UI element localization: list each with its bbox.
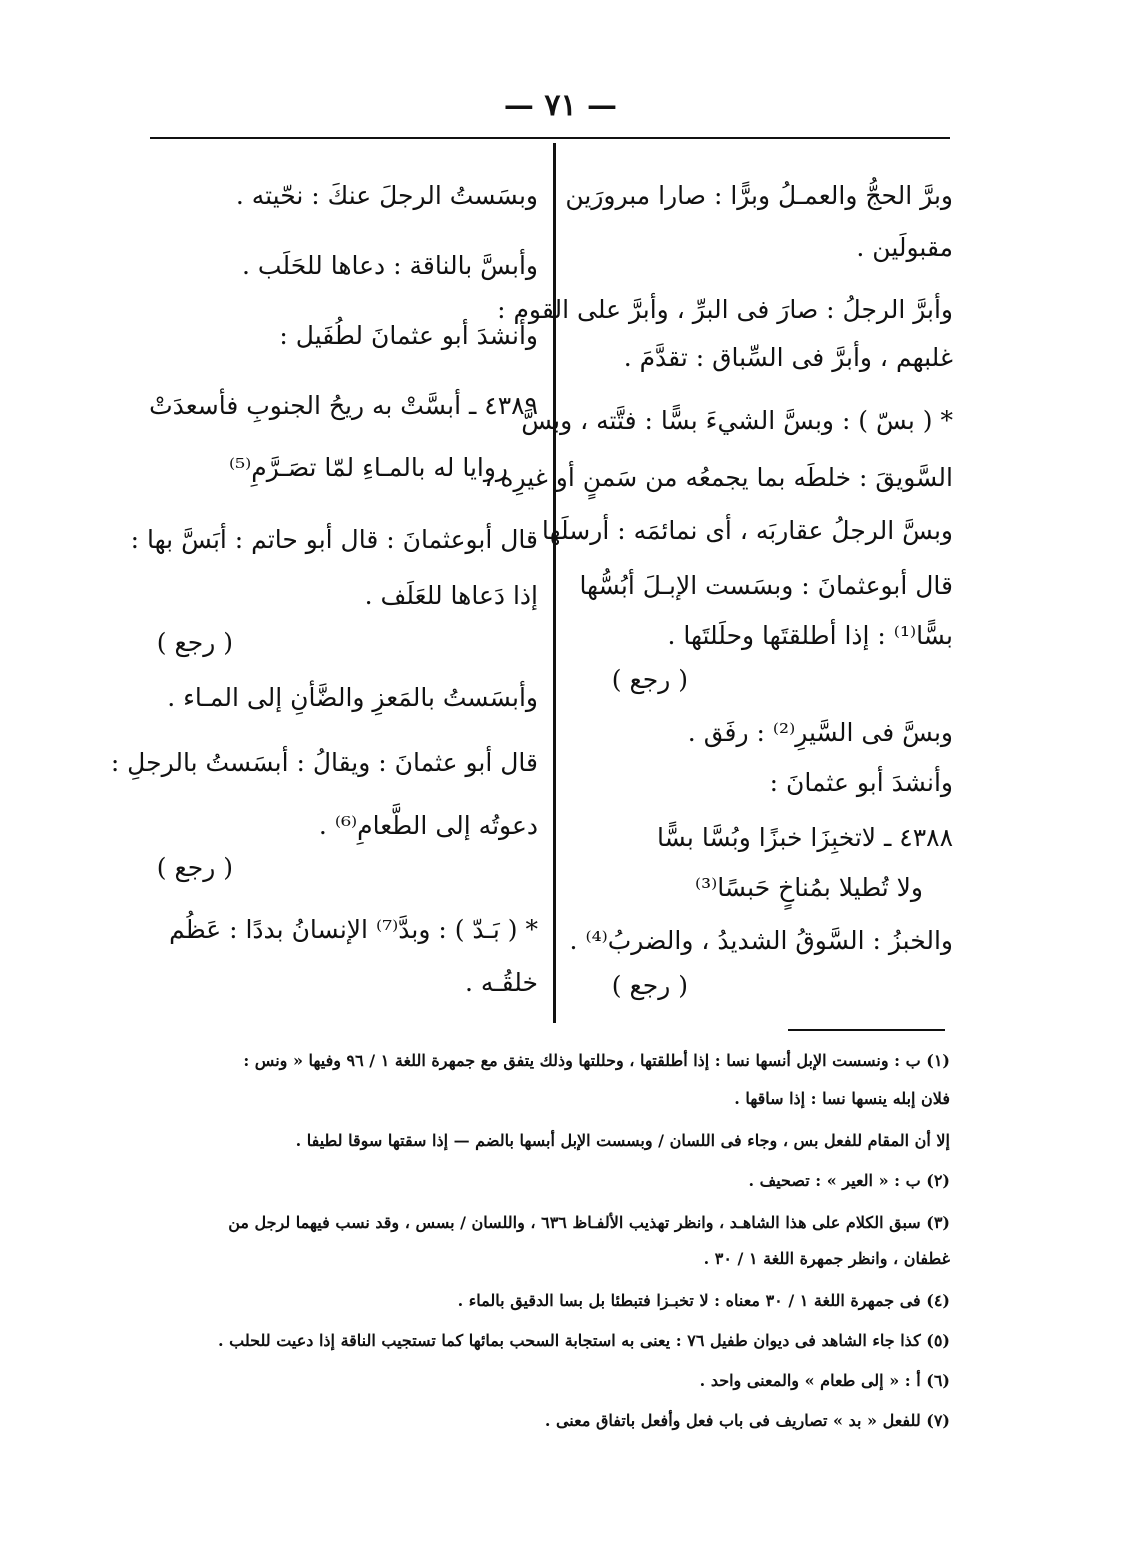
verse-line: روايا له بالمـاءِ لمّا تصَـرَّمِ⁽⁵⁾ [228, 453, 508, 482]
text-line: خلقُـه . [465, 968, 538, 997]
text-line: السَّويقَ : خلطَه بما يجمعُه من سَمنٍ أو غيرِه ، [484, 463, 953, 492]
text-line: وأنشدَ أبو عثمانَ لطُفَيل : [279, 321, 538, 350]
text-line: وبسَستُ الرجلَ عنكَ : نحّيته . [235, 181, 538, 210]
text-line: إذا دَعاها للعَلَف . [364, 581, 538, 610]
text-line: قال أبوعثمانَ : وبسَست الإبـلَ أبُسُّها [579, 571, 953, 600]
footnote-line: غطفان ، وانظر جمهرة اللغة ١ / ٣٠ . [703, 1249, 950, 1268]
rajaa-marker: ( رجع ) [611, 971, 688, 1000]
text-line: بسًّا⁽¹⁾ : إذا أطلقتَها وحلَلتَها . [667, 621, 953, 650]
text-line: وأبرَّ الرجلُ : صارَ فى البرِّ ، وأبرَّ على القوم : [497, 295, 953, 324]
verse-line: ٤٣٨٩ ـ أبسَّتْ به ريحُ الجنوبِ فأسعدَتْ [149, 391, 538, 420]
rajaa-marker: ( رجع ) [156, 628, 233, 657]
footnote-line: إلا أن المقام للفعل بس ، وجاء فى اللسان / وبسست الإبل أبسها بالضم — إذا سقتها سوقا لطيفا . [295, 1131, 950, 1150]
text-line: وأبسَّ بالناقة : دعاها للحَلَب . [242, 251, 538, 280]
text-line: مقبولَين . [856, 233, 953, 262]
text-line: والخبزُ : السَّوقُ الشديدُ ، والضربُ⁽⁴⁾ . [569, 926, 953, 955]
column-divider [553, 143, 556, 1023]
footnote-line: (١) ب : ونسست الإبل أنسها نسا : إذا أطلقتها ، وحللتها وذلك يتفق مع جمهرة اللغة ١ / ٩٦ وفيها « ونس : [243, 1051, 950, 1070]
text-line: قال أبو عثمانَ : ويقالُ : أبسَستُ بالرجلِ : [110, 748, 538, 777]
entry-heading: * ( بَـدّ ) : وبدَّ⁽⁷⁾ الإنسانُ بددًا : عَظُم [169, 915, 538, 944]
footnote-line: (٢) ب : « العير » : تصحيف . [748, 1171, 950, 1190]
text-line: غلبهم ، وأبرَّ فى السِّباق : تقدَّمَ . [623, 343, 953, 372]
text-line: وبرَّ الحجُّ والعمـلُ وبرًّا : صارا مبرورَين [565, 181, 953, 210]
text-line: وبسَّ فى السَّيرِ⁽²⁾ : رفَق . [687, 718, 953, 747]
footnote-line: (٣) سبق الكلام على هذا الشاهـد ، وانظر تهذيب الألفـاظ ٦٣٦ ، واللسان / بسس ، وقد نسب فيهما لرجل من [228, 1213, 950, 1232]
text-line: وبسَّ الرجلُ عقاربَه ، أى نمائمَه : أرسلَها . [525, 516, 953, 545]
footnote-line: (٧) للفعل « بد » تصاريف فى باب فعل وأفعل باتفاق معنى . [544, 1411, 950, 1430]
footnote-line: فلان إبله ينسها نسا : إذا ساقها . [734, 1089, 950, 1108]
text-line: قال أبوعثمانَ : قال أبو حاتم : أبَسَّ بها : [130, 525, 538, 554]
footnote-line: (٦) أ : « إلى طعام » والمعنى واحد . [699, 1371, 950, 1390]
rajaa-marker: ( رجع ) [611, 665, 688, 694]
verse-line: ٤٣٨٨ ـ لاتخبِزَا خبزًا وبُسَّا بسًّا [657, 823, 953, 852]
rajaa-marker: ( رجع ) [156, 853, 233, 882]
text-line: وأنشدَ أبو عثمانَ : [769, 768, 953, 797]
text-line: دعوتُه إلى الطَّعامِ⁽⁶⁾ . [318, 811, 538, 840]
entry-heading: * ( بسّ ) : وبسَّ الشيءَ بسًّا : فتَّته ، وبسَّ [521, 406, 953, 435]
footnote-rule [788, 1029, 945, 1031]
footnote-line: (٤) فى جمهرة اللغة ١ / ٣٠ معناه : لا تخبـزا فتبطئا بل بسا الدقيق بالماء . [457, 1291, 950, 1310]
header-rule [150, 137, 950, 139]
page-number: — ٧١ — [503, 88, 618, 123]
text-line: وأبسَستُ بالمَعزِ والضَّأنِ إلى المـاء . [167, 683, 538, 712]
verse-line: ولا تُطيلا بمُناخٍ حَبسًا⁽³⁾ [694, 873, 923, 902]
footnote-line: (٥) كذا جاء الشاهد فى ديوان طفيل ٧٦ : يعنى به استجابة السحب بمائها كما تستجيب الناقة إذا دعيت للحلب . [217, 1331, 950, 1350]
